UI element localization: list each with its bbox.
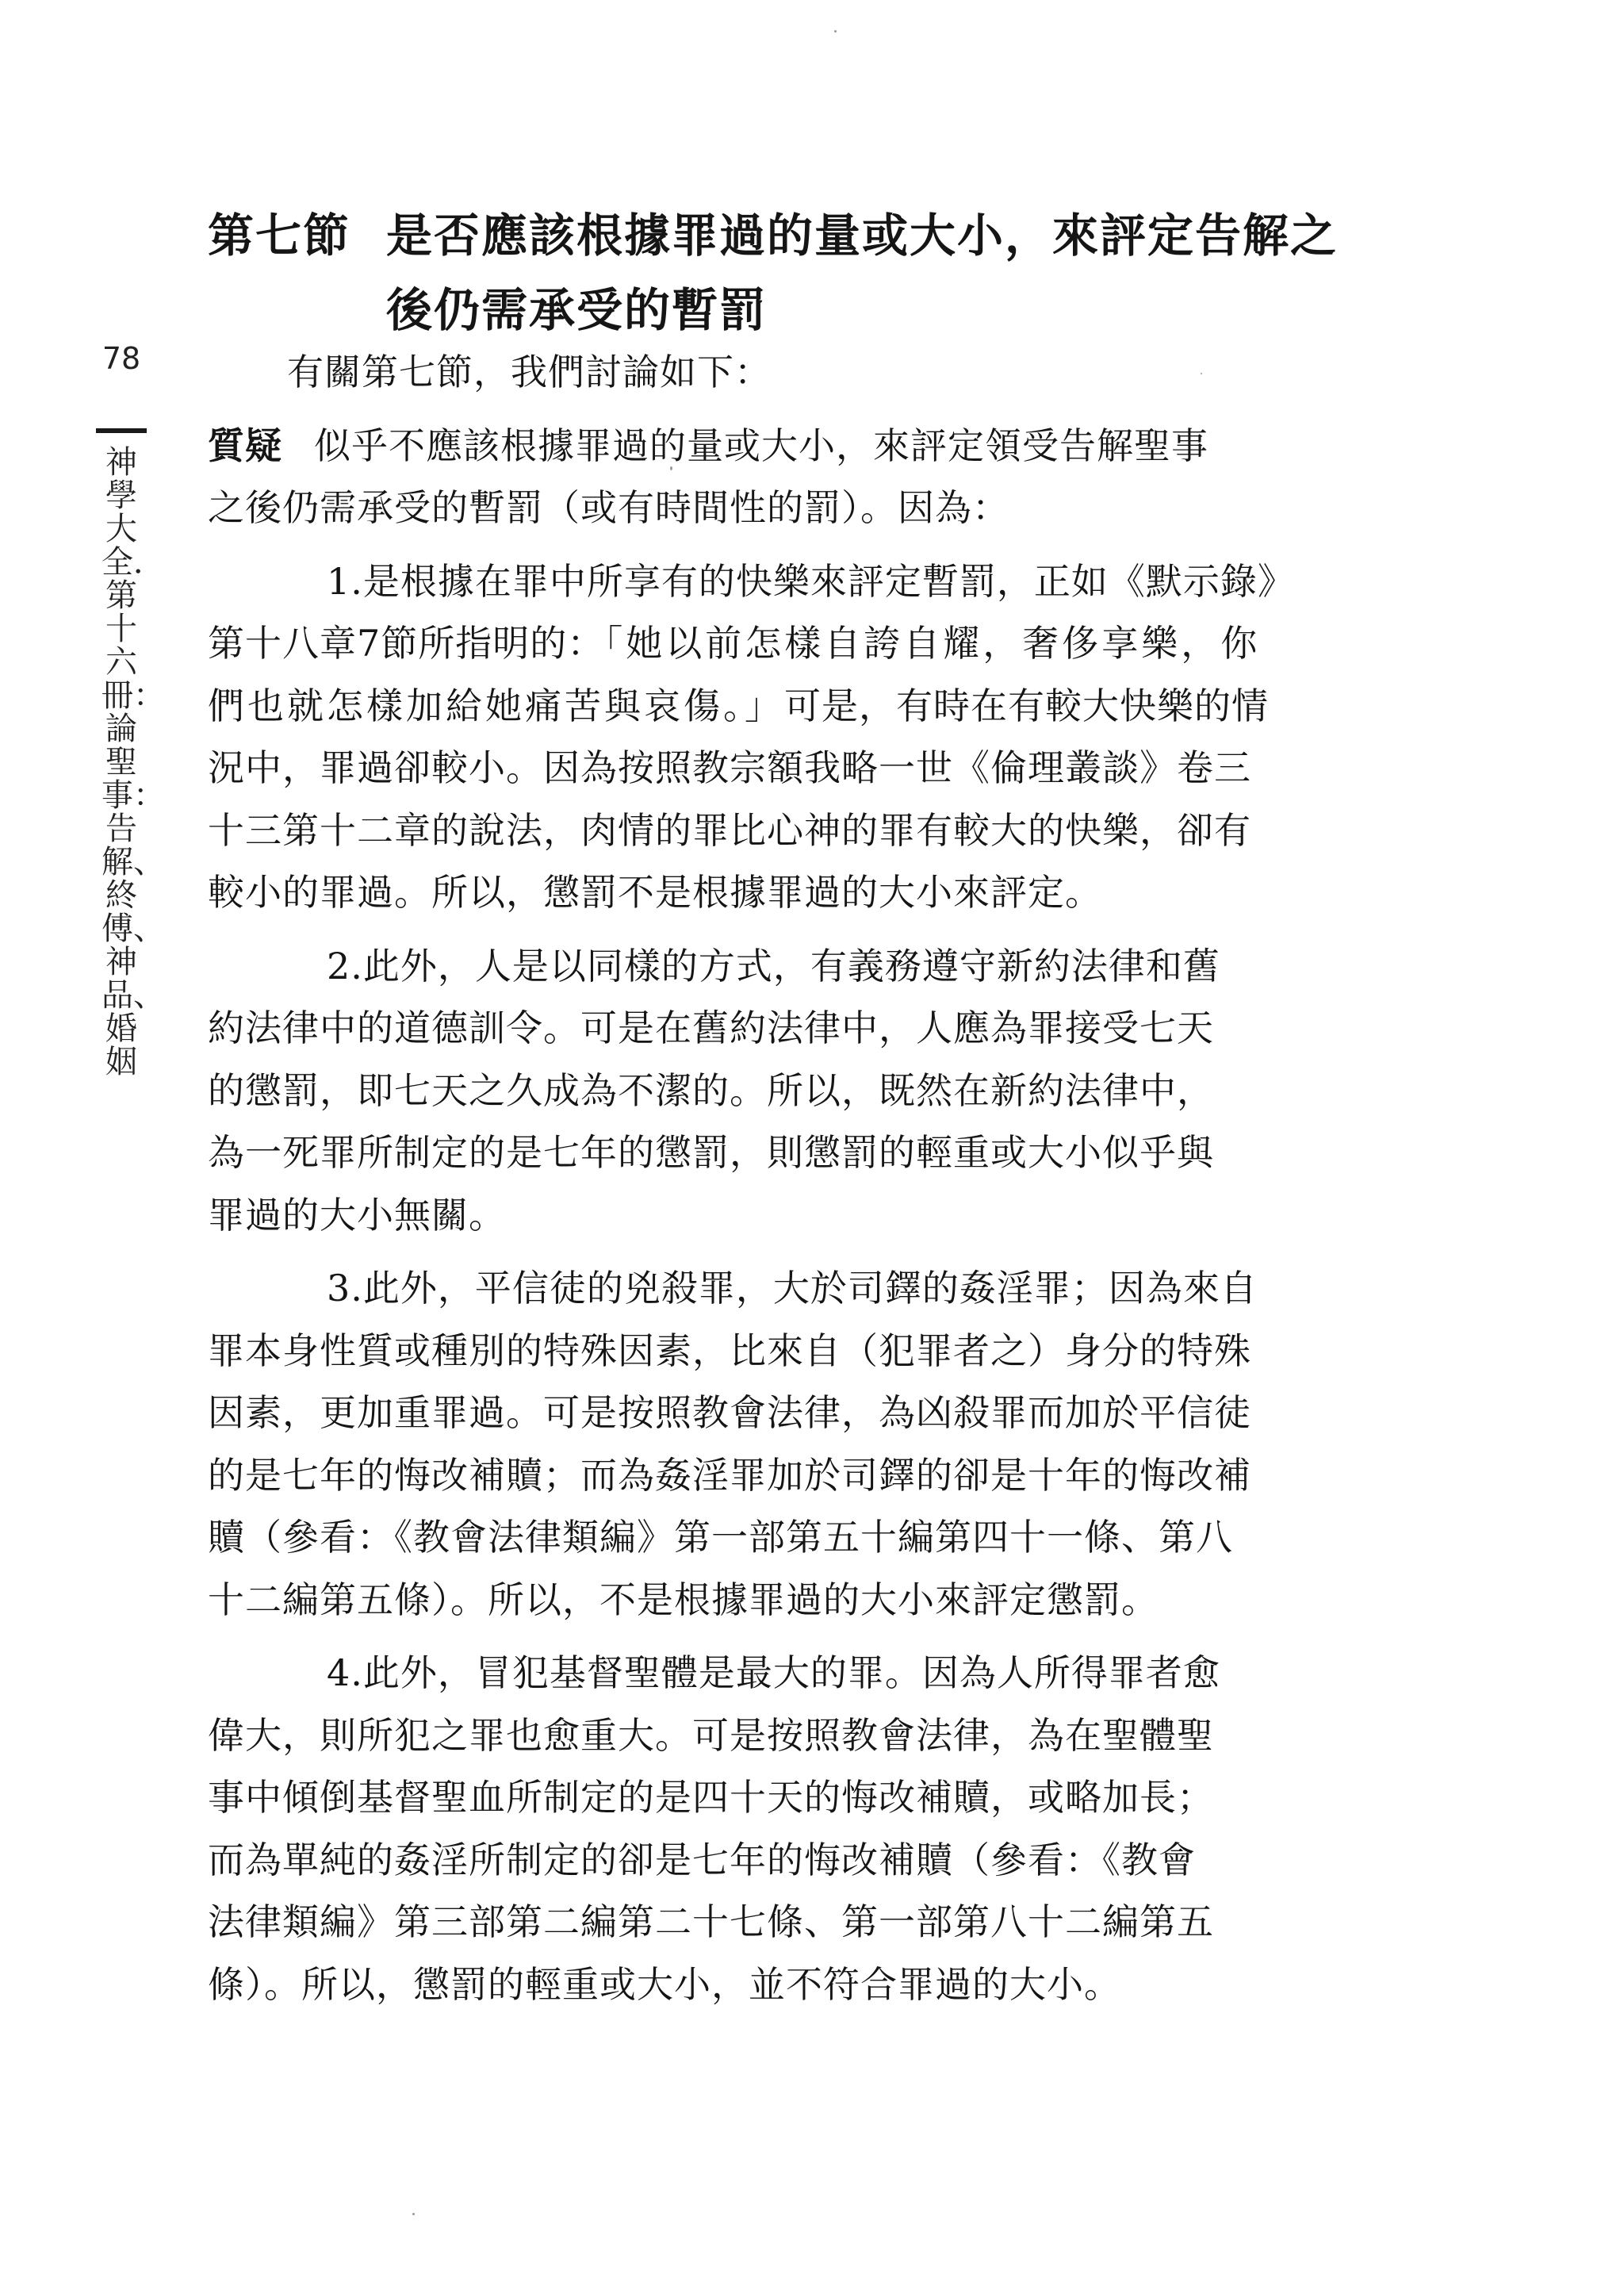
text-span: 可是，有時在有較大快樂的情 — [784, 684, 1269, 727]
text-line: 較小的罪過。所以，懲罰不是根據罪過的大小來評定。 — [208, 871, 1102, 914]
text-line: 事中傾倒基督聖血所制定的是四十天的悔改補贖，或略加長； — [208, 1776, 1214, 1819]
scripture-quote: 「她以前怎樣自誇自耀，奢侈享樂，你 — [604, 622, 1261, 665]
text-line: 贖（參看：《教會法律類編》第一部第五十編第四十一條、第八 — [208, 1516, 1233, 1559]
text-line: 況中，罪過卻較小。因為按照教宗額我略一世《倫理叢談》卷三 — [208, 746, 1251, 789]
section-title-line-2: 後仍需承受的暫罰 — [386, 283, 768, 337]
text-line: 罪本身性質或種別的特殊因素，比來自（犯罪者之）身分的特殊 — [208, 1329, 1251, 1372]
text-line: 法律類編》第三部第二編第二十七條、第一部第八十二編第五 — [208, 1900, 1214, 1943]
text-line: 而為單純的姦淫所制定的卻是七年的悔改補贖（參看：《教會 — [208, 1838, 1196, 1881]
section-heading — [208, 198, 1397, 347]
paragraph-2-start: 2.此外，人是以同樣的方式，有義務遵守新約法律和舊 — [327, 944, 1220, 987]
text-line: 因素，更加重罪過。可是按照教會法律，為凶殺罪而加於平信徒 — [208, 1391, 1251, 1434]
scripture-quote: 們也就怎樣加給她痛苦與哀傷。」 — [208, 684, 784, 727]
text-line: 之後仍需承受的暫罰（或有時間性的罰）。因為： — [208, 486, 1009, 529]
text-line — [208, 415, 1326, 477]
margin-column — [86, 341, 165, 1080]
running-title: 神學大全．第十六冊：論聖事：告解、終傅、神品、婚姻 — [102, 444, 165, 1080]
margin-rule — [96, 428, 147, 433]
paragraph-1-start: 1.是根據在罪中所享有的快樂來評定暫罰，正如《默示錄》 — [327, 559, 1295, 603]
text-line: 的懲罰，即七天之久成為不潔的。所以，既然在新約法律中， — [208, 1068, 1214, 1112]
text-line: 十二編第五條）。所以，不是根據罪過的大小來評定懲罰。 — [208, 1578, 1159, 1621]
paragraph-4-start: 4.此外，冒犯基督聖體是最大的罪。因為人所得罪者愈 — [327, 1651, 1220, 1694]
text-span: 似乎不應該根據罪過的量或大小，來評定領受告解聖事 — [314, 424, 1208, 467]
text-line: 十三第十二章的說法，肉情的罪比心神的罪有較大的快樂，卻有 — [208, 808, 1251, 852]
body-text — [208, 341, 1326, 2015]
paragraph-3-start: 3.此外，平信徒的兇殺罪，大於司鐸的姦淫罪；因為來自 — [327, 1267, 1258, 1309]
text-line: 條）。所以，懲罰的輕重或大小，並不符合罪過的大小。 — [208, 1962, 1121, 2006]
scan-speck — [412, 2213, 415, 2215]
text-line — [208, 675, 1326, 738]
intro-line: 有關第七節，我們討論如下： — [287, 351, 772, 393]
heading-line-1 — [208, 198, 1397, 273]
section-title-line-1: 是否應該根據罪過的量或大小，來評定告解之 — [386, 209, 1339, 263]
text-line: 的是七年的悔改補贖；而為姦淫罪加於司鐸的卻是十年的悔改補 — [208, 1453, 1251, 1497]
text-span: 第十八章7節所指明的： — [208, 622, 605, 665]
text-line — [208, 612, 1326, 675]
objection-tag: 質疑 — [208, 424, 282, 467]
section-label: 第七節 — [208, 209, 351, 263]
text-line: 偉大，則所犯之罪也愈重大。可是按照教會法律，為在聖體聖 — [208, 1713, 1214, 1757]
scan-speck — [1201, 373, 1202, 374]
text-line: 約法律中的道德訓令。可是在舊約法律中，人應為罪接受七天 — [208, 1007, 1214, 1049]
scan-speck — [670, 466, 672, 470]
text-line: 為一死罪所制定的是七年的懲罰，則懲罰的輕重或大小似乎與 — [208, 1131, 1214, 1174]
text-line: 罪過的大小無關。 — [208, 1193, 506, 1237]
scan-speck — [834, 30, 837, 33]
page-number: 78 — [102, 341, 141, 376]
